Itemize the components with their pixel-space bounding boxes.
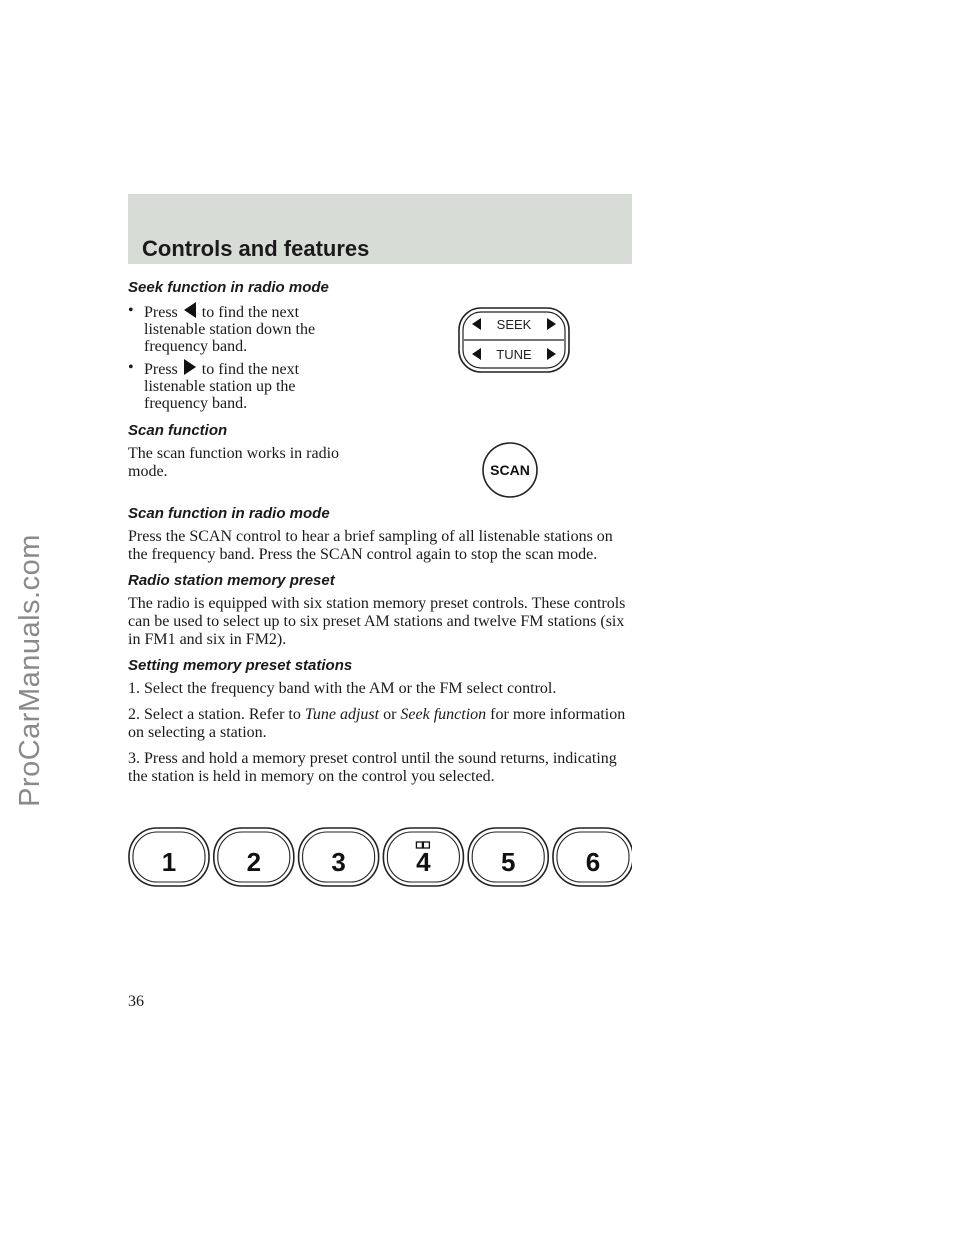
memory-preset-heading: Radio station memory preset — [128, 572, 335, 589]
preset-label-1: 1 — [161, 847, 177, 877]
seek-down-bullet — [128, 302, 358, 355]
seek-down-text: to find the next listenable station down the frequency band. — [144, 304, 316, 355]
seek-label: SEEK — [496, 317, 532, 332]
tune-label: TUNE — [496, 347, 532, 362]
preset-label-5: 5 — [500, 847, 516, 877]
scan-heading: Scan function — [128, 422, 228, 439]
preset-label-2: 2 — [246, 847, 262, 877]
seek-bullet-list — [128, 302, 358, 412]
scan-radio-heading: Scan function in radio mode — [128, 505, 330, 522]
watermark — [4, 380, 56, 960]
preset-label-3: 3 — [331, 847, 346, 877]
setting-step-1: 1. Select the frequency band with the AM or the FM select control. — [128, 680, 557, 697]
preset-label-6: 6 — [585, 847, 601, 877]
seek-down-press: Press — [144, 304, 178, 321]
section-title: Controls and features — [142, 236, 370, 261]
memory-preset-body: The radio is equipped with six station memory preset controls. These controls can be used to select up to six preset AM stations and twelve FM stations (six in FM1 and six in FM2). — [128, 595, 626, 648]
preset-label-4: 4 — [416, 847, 431, 877]
seek-right-arrow-icon — [184, 359, 196, 375]
seek-heading: Seek function in radio mode — [128, 279, 329, 296]
seek-up-text: to find the next listenable station up the frequency band. — [144, 361, 300, 412]
scan-radio-body: Press the SCAN control to hear a brief sampling of all listenable stations on the frequency band. Press the SCAN control again to stop the scan mode. — [128, 528, 613, 563]
watermark-text: ProCarManuals.com — [13, 533, 46, 807]
scan-button-illustration — [481, 441, 539, 499]
memory-preset-buttons-illustration — [128, 827, 632, 887]
bullet-icon: • — [128, 302, 134, 319]
scan-label: SCAN — [490, 462, 530, 478]
left-column — [128, 279, 358, 481]
setting-preset-heading: Setting memory preset stations — [128, 657, 353, 674]
page-number: 36 — [128, 993, 144, 1010]
seek-tune-control-illustration — [458, 307, 570, 373]
setting-step-3: 3. Press and hold a memory preset control until the sound returns, indicating the station is held in memory on the control you selected. — [128, 750, 617, 785]
scan-body: The scan function works in radio mode. — [128, 445, 340, 480]
section-header-band — [128, 194, 632, 264]
tune-adjust-ref: Tune adjust — [304, 706, 380, 723]
seek-up-press: Press — [144, 361, 178, 378]
seek-left-arrow-icon — [184, 302, 196, 318]
seek-up-bullet — [128, 359, 358, 412]
bullet-icon: • — [128, 359, 134, 376]
setting-step-2: 2. Select a station. Refer to Tune adjust or Seek function for more information on selecting a station. — [128, 706, 626, 741]
seek-function-ref: Seek function — [400, 706, 487, 723]
